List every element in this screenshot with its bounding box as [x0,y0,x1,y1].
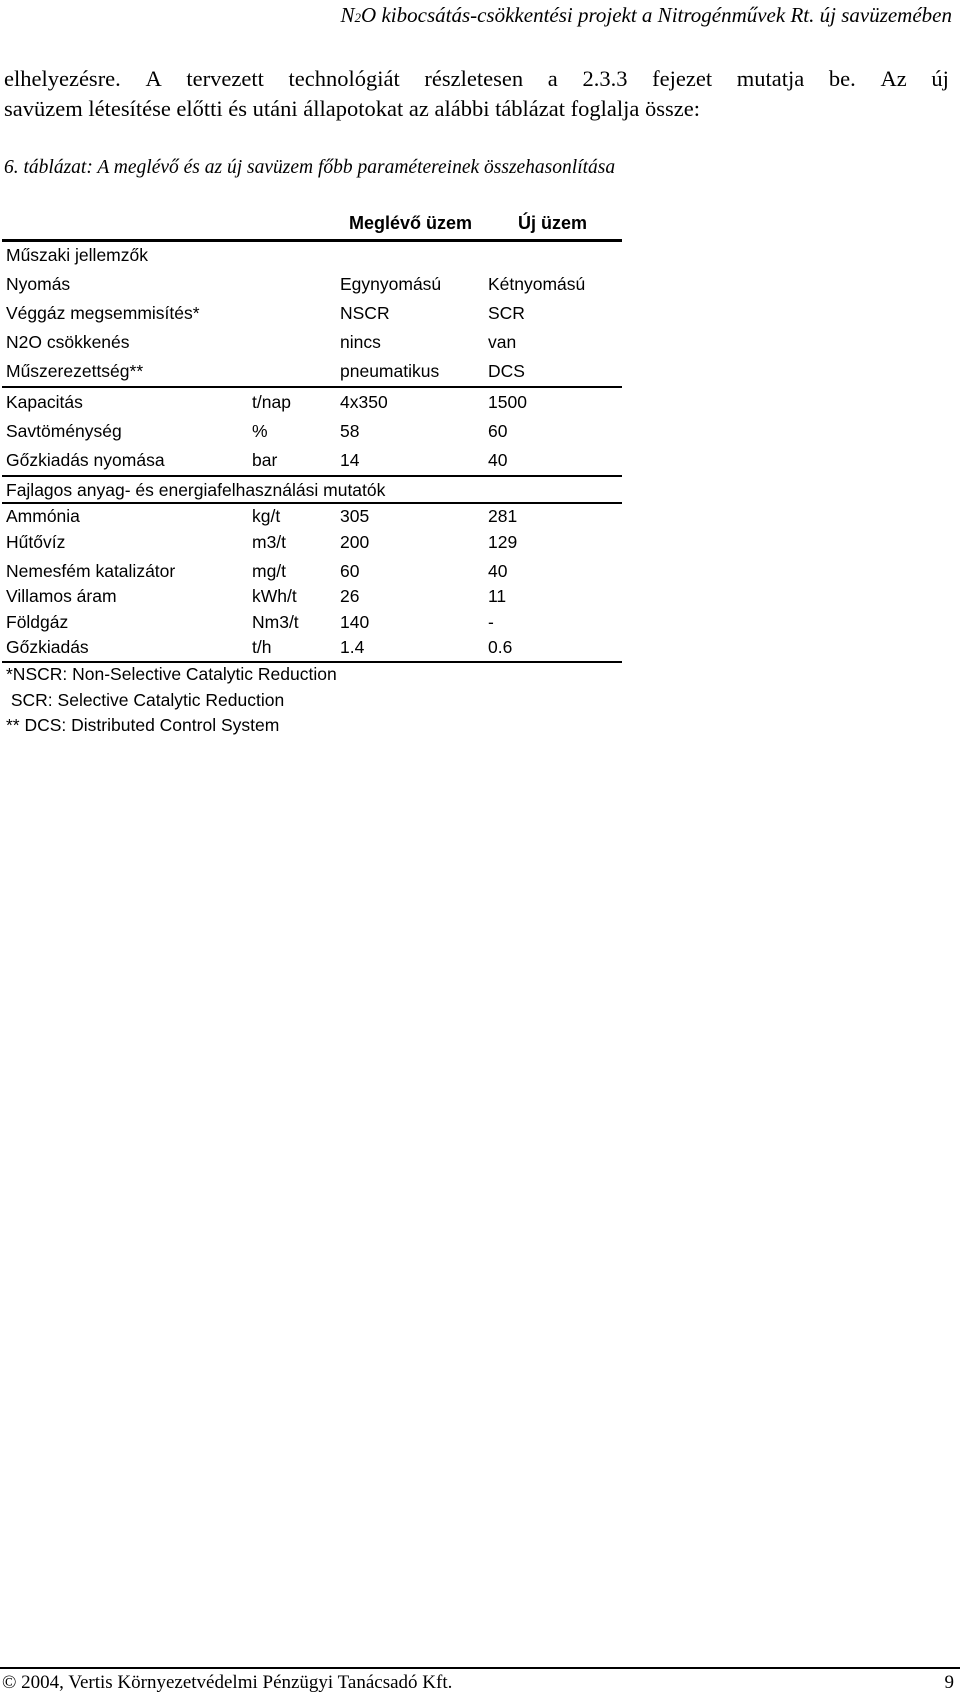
intro-paragraph [4,64,949,124]
row-value-new: 60 [488,421,508,441]
intro-word: fejezet [652,66,713,91]
row-unit: mg/t [252,561,287,581]
row-value-new: van [488,332,517,352]
row-value-new: 281 [488,506,518,526]
row-value-new: SCR [488,303,525,323]
intro-line-2: savüzem létesítése előtti és utáni állapotokat az alábbi táblázat foglalja össze: [4,96,700,121]
row-value-existing: 200 [340,532,370,552]
intro-word: a [547,66,558,91]
row-unit: m3/t [252,532,287,552]
row-value-existing: Egynyomású [340,274,442,294]
row-value-existing: 14 [340,450,360,470]
intro-word: tervezett [186,66,264,91]
header-rule [2,239,622,242]
running-header [341,3,952,28]
row-value-existing: nincs [340,332,381,352]
row-label: Nyomás [6,274,71,294]
intro-line-1 [4,64,949,94]
table-caption: 6. táblázat: A meglévő és az új savüzem főbb paramétereinek összehasonlítása [4,157,616,178]
intro-word: mutatja [736,66,805,91]
row-unit: t/nap [252,392,291,412]
row-label: Gőzkiadás [6,637,89,657]
column-header-existing: Meglévő üzem [349,213,473,233]
row-value-new: DCS [488,361,525,381]
intro-word: technológiát [288,66,400,91]
row-label: Műszerezettség** [6,361,144,381]
row-label: Földgáz [6,612,69,632]
table-footnote: ** DCS: Distributed Control System [6,715,280,735]
row-value-existing: NSCR [340,303,390,323]
row-value-new: 40 [488,561,508,581]
row-label: Ammónia [6,506,80,526]
row-label: Hűtővíz [6,532,66,552]
column-header-new: Új üzem [518,213,588,233]
row-value-existing: 140 [340,612,370,632]
row-label: N2O csökkenés [6,332,130,352]
section-rule [2,502,622,504]
row-value-existing: pneumatikus [340,361,440,381]
section-title-specific-consumption: Fajlagos anyag- és energiafelhasználási mutatók [6,480,386,500]
section-title-technical: Műszaki jellemzők [6,245,148,265]
intro-word: Az [880,66,907,91]
intro-word: részletesen [424,66,524,91]
row-label: Kapacitás [6,392,83,412]
row-value-existing: 4x350 [340,392,388,412]
header-title-subscript: 2 [354,10,362,25]
page-number: 9 [944,1672,954,1693]
row-unit: % [252,421,268,441]
row-label: Savtöménység [6,421,122,441]
row-value-existing: 1.4 [340,637,365,657]
row-value-existing: 305 [340,506,370,526]
row-value-new: 0.6 [488,637,513,657]
row-value-new: 1500 [488,392,527,412]
row-label: Gőzkiadás nyomása [6,450,165,470]
intro-word: A [145,66,162,91]
row-value-new: Kétnyomású [488,274,586,294]
row-value-existing: 60 [340,561,360,581]
row-unit: kWh/t [252,586,297,606]
row-value-new: 11 [488,586,507,606]
row-value-existing: 26 [340,586,360,606]
table-footnote: SCR: Selective Catalytic Reduction [6,690,285,710]
intro-word: 2.3.3 [582,66,628,91]
row-label: Villamos áram [6,586,117,606]
section-rule [2,475,622,477]
row-value-existing: 58 [340,421,360,441]
row-unit: t/h [252,637,272,657]
row-unit: bar [252,450,278,470]
intro-word: új [931,66,949,91]
table-footnote: *NSCR: Non-Selective Catalytic Reduction [6,664,337,684]
row-unit: kg/t [252,506,281,526]
row-value-new: 40 [488,450,508,470]
header-title-rest: O kibocsátás-csökkentési projekt a Nitrogénművek Rt. új savüzemében [361,3,952,27]
section-rule [2,386,622,388]
row-label: Véggáz megsemmisítés* [6,303,200,323]
intro-word: be. [828,66,856,91]
table-bottom-rule [2,661,622,663]
intro-word: elhelyezésre. [4,66,121,91]
row-value-new: 129 [488,532,518,552]
header-title-prefix: N [340,3,355,27]
row-unit: Nm3/t [252,612,299,632]
row-value-new: - [488,612,494,632]
row-label: Nemesfém katalizátor [6,561,176,581]
footer-copyright: © 2004, Vertis Környezetvédelmi Pénzügyi Tanácsadó Kft. [2,1672,453,1693]
footer-rule [0,1667,960,1669]
